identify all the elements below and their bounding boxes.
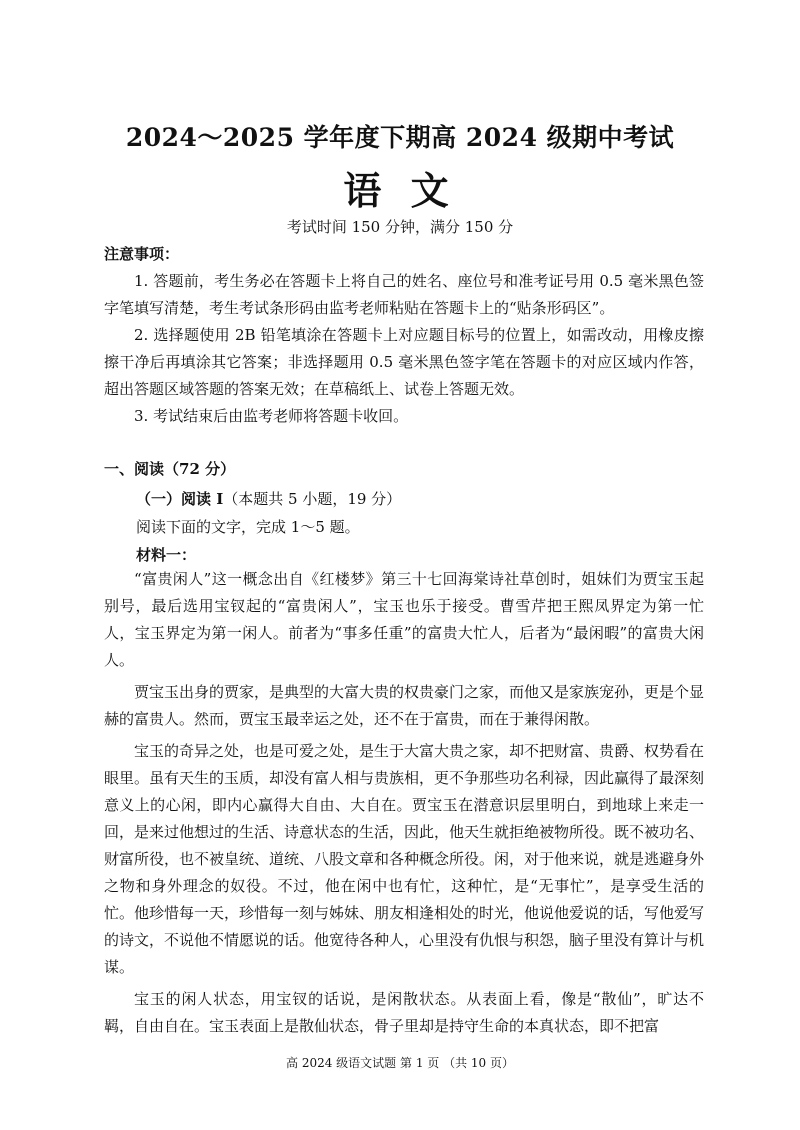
exam-title: 2024～2025 学年度下期高 2024 级期中考试 <box>125 123 675 152</box>
subject-title: 语 文 <box>343 168 457 213</box>
subsection-title: （一）阅读 Ⅰ <box>136 490 224 508</box>
reading-passage <box>104 566 704 1046</box>
passage-paragraph: 贾宝玉出身的贾家，是典型的大富大贵的权贵豪门之家，而他又是家族宠孙，更是个显赫的富贵人。然而，贾宝玉最幸运之处，还不在于富贵，而在于兼得闲散。 <box>104 683 704 728</box>
passage-paragraph: 宝玉的奇异之处，也是可爱之处，是生于大富大贵之家，却不把财富、贵爵、权势看在眼里。虽有天生的玉质，却没有富人相与贵族相，更不争那些功名利禄，因此赢得了最深刻意义上的心闲，即内心赢得大自由、大自在。贾宝玉在潜意识层里明白，到地球上来走一回，是来过他想过的生活、诗意状态的生活，因此，他天生就拒绝被物所役。既不被功名、财富所役，也不被皇统、道统、八股文章和各种概念所役。闲，对于他来说，就是逃避身外之物和身外理念的奴役。不过，他在闲中也有忙，这种忙，是“无事忙”，是享受生活的忙。他珍惜每一天，珍惜每一刻与姊妹、朋友相逢相处的时光，他说他爱说的话，写他爱写的诗文，不说他不情愿说的话。他宽待各种人，心里没有仇恨与积怨，脑子里没有算计与机谋。 <box>104 742 704 976</box>
subsection-heading <box>136 488 401 509</box>
notice-list <box>104 268 704 430</box>
notice-item: 3. 考试结束后由监考老师将答题卡收回。 <box>134 407 409 425</box>
material-label: 材料一： <box>136 546 197 564</box>
exam-duration-score: 考试时间 150 分钟，满分 150 分 <box>286 218 514 236</box>
page-footer: 高 2024 级语文试题 第 1 页 （共 10 页） <box>286 1056 514 1070</box>
notice-item: 2. 选择题使用 2B 铅笔填涂在答题卡上对应题目标号的位置上，如需改动，用橡皮擦擦干净后再填涂其它答案；非选择题用 0.5 毫米黑色签字笔在答题卡的对应区域内作答，超出答题区域答题的答案无效；在草稿纸上、试卷上答题无效。 <box>104 326 704 398</box>
reading-instruction: 阅读下面的文字，完成 1～5 题。 <box>136 518 360 536</box>
notice-heading: 注意事项： <box>104 245 180 263</box>
notice-item: 1. 答题前，考生务必在答题卡上将自己的姓名、座位号和准考证号用 0.5 毫米黑色签字笔填写清楚，考生考试条形码由监考老师粘贴在答题卡上的“贴条形码区”。 <box>104 272 704 317</box>
section-heading: 一、阅读（72 分） <box>104 460 236 478</box>
passage-paragraph: “富贵闲人”这一概念出自《红楼梦》第三十七回海棠诗社草创时，姐妹们为贾宝玉起别号，最后选用宝钗起的“富贵闲人”，宝玉也乐于接受。曹雪芹把王熙凤界定为第一忙人，宝玉界定为第一闲人。前者为“事多任重”的富贵大忙人，后者为“最闲暇”的富贵大闲人。 <box>104 570 704 669</box>
subsection-note: （本题共 5 小题，19 分） <box>223 490 402 508</box>
passage-paragraph: 宝玉的闲人状态，用宝钗的话说，是闲散状态。从表面上看，像是“散仙”，旷达不羁，自由自在。宝玉表面上是散仙状态，骨子里却是持守生命的本真状态，即不把富 <box>104 990 704 1035</box>
